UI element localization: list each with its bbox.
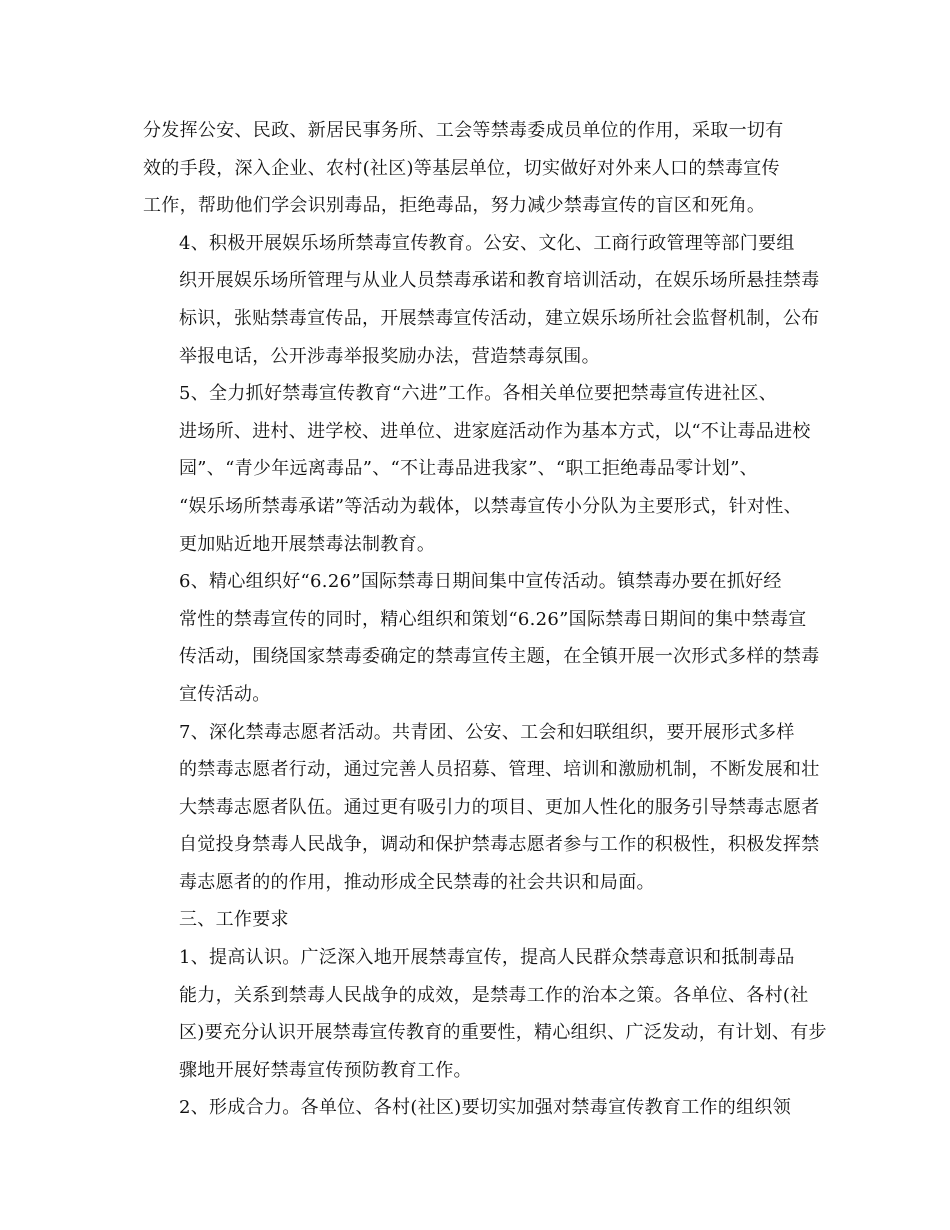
- text-line: 6、精心组织好“6.26”国际禁毒日期间集中宣传活动。镇禁毒办要在抓好经: [179, 571, 782, 593]
- text-line: 三、工作要求: [179, 909, 289, 931]
- text-line: 2、形成合力。各单位、各村(社区)要切实加强对禁毒宣传教育工作的组织领: [179, 1097, 791, 1119]
- text-line: 更加贴近地开展禁毒法制教育。: [179, 533, 436, 555]
- text-line: 7、深化禁毒志愿者活动。共青团、公安、工会和妇联组织，要开展形式多样: [179, 721, 795, 743]
- text-line: 毒志愿者的的作用，推动形成全民禁毒的社会共识和局面。: [179, 871, 655, 893]
- text-line: 工作，帮助他们学会识别毒品，拒绝毒品，努力减少禁毒宣传的盲区和死角。: [143, 195, 766, 217]
- text-line: 的禁毒志愿者行动，通过完善人员招募、管理、培训和激励机制，不断发展和壮: [179, 759, 820, 781]
- text-line: 大禁毒志愿者队伍。通过更有吸引力的项目、更加人性化的服务引导禁毒志愿者: [179, 796, 820, 818]
- section-heading: [143, 901, 807, 939]
- text-line: 骤地开展好禁毒宣传预防教育工作。: [179, 1059, 472, 1081]
- text-line: 能力，关系到禁毒人民战争的成效，是禁毒工作的治本之策。各单位、各村(社: [179, 984, 809, 1006]
- text-line: 织开展娱乐场所管理与从业人员禁毒承诺和教育培训活动，在娱乐场所悬挂禁毒: [179, 270, 820, 292]
- text-line: 5、全力抓好禁毒宣传教育“六进”工作。各相关单位要把禁毒宣传进社区、: [179, 383, 778, 405]
- paragraph-item-4: [143, 225, 820, 375]
- text-line: 传活动，围绕国家禁毒委确定的禁毒宣传主题，在全镇开展一次形式多样的禁毒: [179, 646, 820, 668]
- text-line: 进场所、进村、进学校、进单位、进家庭活动作为基本方式，以“不让毒品进校: [179, 420, 811, 442]
- text-line: 宣传活动。: [179, 683, 271, 705]
- text-line: 园”、“青少年远离毒品”、“不让毒品进我家”、“职工拒绝毒品零计划”、: [179, 458, 758, 480]
- text-line: 常性的禁毒宣传的同时，精心组织和策划“6.26”国际禁毒日期间的集中禁毒宣: [179, 608, 807, 630]
- document-page: [143, 112, 827, 1127]
- paragraph-requirement-2: [143, 1089, 807, 1127]
- text-line: 效的手段，深入企业、农村(社区)等基层单位，切实做好对外来人口的禁毒宣传: [143, 157, 780, 179]
- text-line: 标识，张贴禁毒宣传品，开展禁毒宣传活动，建立娱乐场所社会监督机制，公布: [179, 307, 820, 329]
- text-line: 分发挥公安、民政、新居民事务所、工会等禁毒委成员单位的作用，采取一切有: [143, 120, 784, 141]
- paragraph-item-7: [143, 714, 820, 902]
- text-line: 区)要充分认识开展禁毒宣传教育的重要性，精心组织、广泛发动，有计划、有步: [179, 1022, 827, 1044]
- text-line: 1、提高认识。广泛深入地开展禁毒宣传，提高人民群众禁毒意识和抵制毒品: [179, 947, 795, 969]
- paragraph-item-6: [143, 563, 820, 713]
- text-line: 4、积极开展娱乐场所禁毒宣传教育。公安、文化、工商行政管理等部门要组: [179, 232, 795, 254]
- paragraph-continuation: [143, 112, 807, 225]
- text-line: “娱乐场所禁毒承诺”等活动为载体，以禁毒宣传小分队为主要形式，针对性、: [179, 495, 802, 517]
- text-line: 自觉投身禁毒人民战争，调动和保护禁毒志愿者参与工作的积极性，积极发挥禁: [179, 834, 820, 856]
- paragraph-requirement-1: [143, 939, 827, 1089]
- text-line: 举报电话，公开涉毒举报奖励办法，营造禁毒氛围。: [179, 345, 600, 367]
- paragraph-item-5: [143, 375, 811, 563]
